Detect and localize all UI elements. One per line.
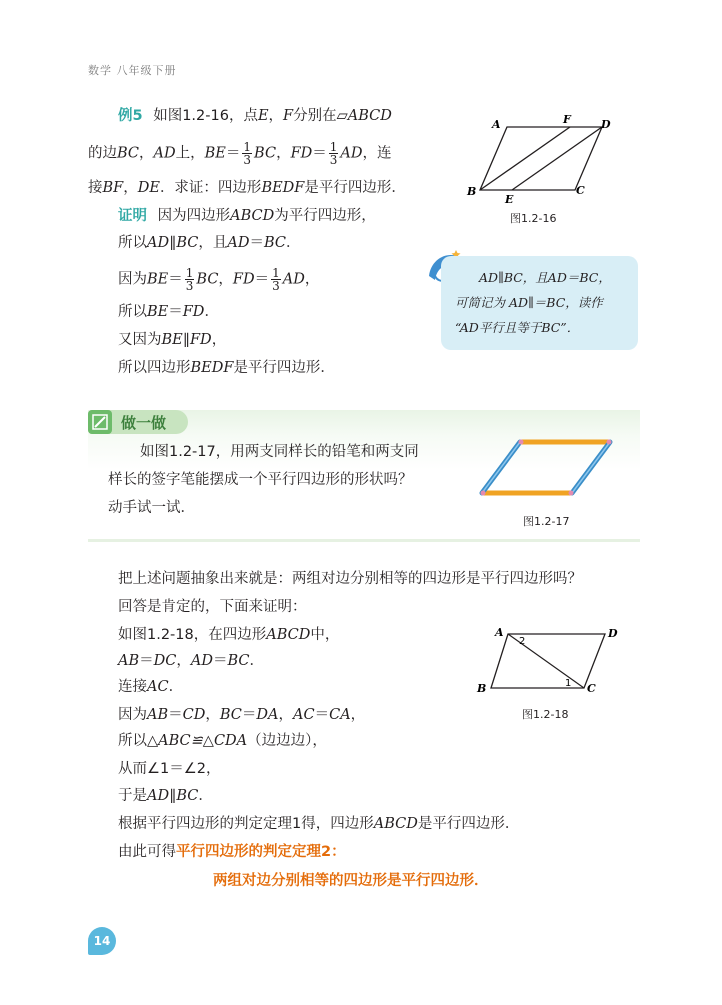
- proof-line-3: [118, 267, 319, 292]
- text: ，: [139, 145, 154, 162]
- text: 如图1.2-18，在四边形: [118, 627, 267, 643]
- den: 3: [243, 153, 252, 167]
- note-line-1: AD∥BC，且AD＝BC，: [479, 270, 611, 285]
- text: 分别在: [293, 108, 337, 124]
- text: ＝: [241, 707, 257, 723]
- label-c: C: [587, 682, 596, 695]
- text: 于是: [118, 788, 147, 804]
- note-box: [441, 256, 638, 350]
- text: ，连: [362, 145, 392, 162]
- var: BC: [176, 788, 199, 804]
- text: 所以: [118, 304, 147, 320]
- text: 由此可得: [118, 844, 176, 860]
- text: ，: [268, 108, 284, 124]
- var: AD: [147, 235, 170, 251]
- note-line-2: 可简记为 AD∥＝BC，读作: [455, 295, 603, 310]
- proof-line-1: [118, 206, 376, 226]
- body-line-4: [118, 651, 264, 671]
- den: 3: [272, 279, 280, 293]
- text: ，: [123, 180, 138, 196]
- body-line-8: [118, 759, 220, 779]
- example-line-1: [118, 106, 392, 126]
- var: BC: [176, 235, 199, 251]
- label-d: D: [608, 627, 618, 640]
- text: ．: [249, 653, 265, 669]
- label-a: A: [492, 118, 501, 131]
- fraction: [329, 141, 339, 166]
- num: 1: [272, 266, 280, 280]
- var: ▱ABCD: [336, 108, 392, 124]
- figure-1-2-16: [462, 110, 622, 205]
- example-label: 例5: [118, 108, 143, 124]
- label-b: B: [477, 682, 487, 695]
- num: 1: [329, 140, 338, 154]
- text: 是平行四边形．: [417, 816, 520, 832]
- text: ＝: [168, 304, 183, 320]
- den: 3: [329, 153, 338, 167]
- page-number-badge: [88, 927, 116, 955]
- var: BE: [161, 332, 183, 348]
- var: BC: [219, 707, 242, 723]
- pencil-right-highlight: [572, 442, 610, 493]
- figure-1-2-18: [470, 620, 630, 702]
- activity-title: 做一做: [121, 414, 167, 432]
- text: （边边边），: [247, 733, 327, 749]
- proof-label: 证明: [118, 208, 147, 224]
- var: CA: [329, 707, 351, 723]
- page-header: 数学 八年级下册: [88, 64, 177, 77]
- caption-1-2-18: 图1.2-18: [522, 708, 569, 721]
- var: BE: [147, 271, 169, 288]
- var: AD: [190, 653, 213, 669]
- pencil-left-highlight: [482, 442, 520, 493]
- angle-2-label: 2: [519, 636, 526, 647]
- text: 的边: [88, 145, 117, 162]
- var: DC: [153, 653, 177, 669]
- text: ＝: [249, 235, 264, 251]
- label-f: F: [563, 113, 571, 126]
- text: ，且: [198, 235, 228, 251]
- var: BE: [147, 304, 169, 320]
- text: ，: [304, 271, 320, 288]
- activity-divider: [88, 539, 640, 542]
- proof-line-6: [118, 358, 335, 378]
- text: ＝: [168, 707, 183, 723]
- proof-line-5: [118, 330, 226, 350]
- text: 中，: [310, 627, 340, 643]
- var: AD: [227, 235, 250, 251]
- text: ＝: [312, 145, 327, 162]
- theorem-name: 平行四边形的判定定理2：: [176, 844, 346, 860]
- fraction: [242, 141, 252, 166]
- text: ∥: [169, 235, 177, 251]
- activity-line-3: 动手试一试．: [108, 500, 195, 516]
- body-line-7: [118, 731, 327, 751]
- text: ，: [350, 707, 366, 723]
- text: 又因为: [118, 332, 162, 348]
- activity-line-1: 如图1.2-17，用两支同样长的铅笔和两支同: [140, 444, 419, 460]
- num: 1: [243, 140, 252, 154]
- pencil-hand-icon: [88, 410, 112, 434]
- label-b: B: [467, 185, 477, 198]
- var: ABCD: [230, 208, 275, 224]
- caption-1-2-17: 图1.2-17: [523, 515, 570, 528]
- var: BC: [117, 145, 140, 162]
- text: 接: [88, 180, 103, 196]
- text: ＝: [212, 653, 228, 669]
- note-line-3: “AD平行且等于BC”．: [455, 320, 580, 335]
- var: DA: [256, 707, 279, 723]
- fraction: [185, 267, 195, 292]
- text: 因为四边形: [157, 208, 231, 224]
- text: 因为: [118, 707, 147, 723]
- body-line-6: [118, 705, 365, 725]
- var: BF: [102, 180, 124, 196]
- text: ∥: [182, 332, 190, 348]
- text: 根据平行四边形的判定定理1得，四边形: [118, 816, 374, 832]
- var: CD: [182, 707, 206, 723]
- example-line-2: [88, 141, 392, 166]
- text: ∠1＝∠2，: [147, 761, 221, 777]
- text: ，: [176, 653, 191, 669]
- var: ABCD: [373, 816, 418, 832]
- body-line-10: [118, 814, 519, 834]
- var: BE: [204, 145, 226, 162]
- label-e: E: [505, 193, 514, 205]
- body-line-9: [118, 786, 213, 806]
- proof-line-2: [118, 233, 301, 253]
- text: ，: [278, 707, 294, 723]
- text: 连接: [118, 679, 147, 695]
- parallelogram-abcd: [480, 127, 602, 190]
- text: ＝: [314, 707, 330, 723]
- var: AC: [293, 707, 315, 723]
- text: ＝: [225, 145, 241, 162]
- body-line-2: 回答是肯定的，下面来证明：: [118, 599, 307, 615]
- text: ，: [211, 332, 227, 348]
- text: ＝: [139, 653, 154, 669]
- text: ．求证：四边形: [159, 180, 262, 196]
- var: FD: [182, 304, 205, 320]
- text: 所以: [118, 235, 147, 251]
- text: ＝: [168, 271, 183, 288]
- label-c: C: [576, 184, 585, 197]
- text: ．: [204, 304, 219, 320]
- body-line-11: [118, 842, 346, 862]
- num: 1: [185, 266, 194, 280]
- body-line-3: [118, 625, 339, 645]
- var: FD: [190, 332, 212, 348]
- angle-1-label: 1: [565, 678, 572, 689]
- var: FD: [290, 145, 313, 162]
- text: ∥: [169, 788, 177, 804]
- text: 是平行四边形．: [233, 360, 335, 376]
- var: AD: [340, 145, 363, 162]
- page-number: 14: [93, 934, 111, 948]
- var: F: [283, 108, 294, 124]
- activity-line-2: 样长的签字笔能摆成一个平行四边形的形状吗？: [108, 472, 413, 488]
- body-line-5: [118, 677, 183, 697]
- var: FD: [232, 271, 255, 288]
- var: BC: [227, 653, 250, 669]
- text: 因为: [118, 271, 147, 288]
- var: AB: [118, 653, 140, 669]
- text: ．: [286, 235, 301, 251]
- text: ，: [205, 707, 220, 723]
- var: AD: [282, 271, 305, 288]
- text: ．: [198, 788, 213, 804]
- var: ABCD: [266, 627, 311, 643]
- text: ．: [168, 679, 184, 695]
- body-line-1: 把上述问题抽象出来就是：两组对边分别相等的四边形是平行四边形吗？: [118, 571, 582, 587]
- parallelogram-abcd: [491, 634, 605, 688]
- caption-1-2-16: 图1.2-16: [510, 212, 557, 225]
- var: △ABC≌△CDA: [147, 733, 248, 749]
- text: 如图1.2-16，点: [153, 108, 258, 124]
- text: 从而: [118, 761, 147, 777]
- var: BEDF: [190, 360, 234, 376]
- var: E: [257, 108, 269, 124]
- text: ＝: [254, 271, 270, 288]
- text: 为平行四边形，: [274, 208, 376, 224]
- label-a: A: [495, 626, 504, 639]
- theorem-statement: 两组对边分别相等的四边形是平行四边形．: [213, 873, 489, 889]
- var: AB: [147, 707, 169, 723]
- figure-1-2-17: [470, 434, 620, 500]
- var: DE: [137, 180, 160, 196]
- var: BC: [196, 271, 219, 288]
- text: 上，: [175, 145, 205, 162]
- label-d: D: [601, 118, 611, 131]
- text: ，: [218, 271, 233, 288]
- var: AD: [153, 145, 176, 162]
- text: 所以四边形: [118, 360, 191, 376]
- text: ，: [276, 145, 291, 162]
- example-line-3: [88, 178, 406, 198]
- var: BEDF: [261, 180, 305, 196]
- var: AD: [147, 788, 170, 804]
- fraction: [271, 267, 281, 292]
- var: AC: [147, 679, 169, 695]
- var: BC: [264, 235, 287, 251]
- den: 3: [185, 279, 194, 293]
- text: 所以: [118, 733, 147, 749]
- text: 是平行四边形．: [304, 180, 406, 196]
- proof-line-4: [118, 302, 219, 322]
- var: BC: [254, 145, 277, 162]
